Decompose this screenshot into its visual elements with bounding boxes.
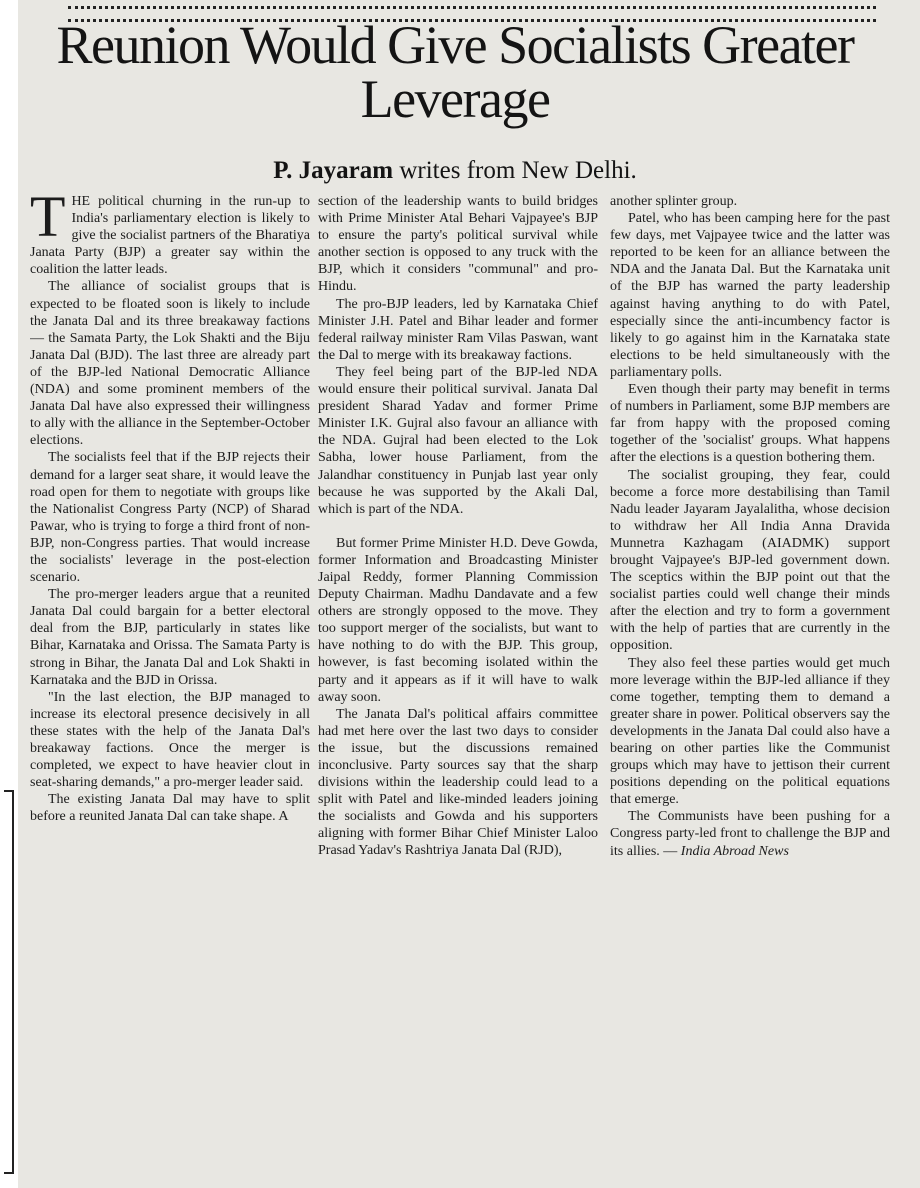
paragraph: They also feel these parties would get much more leverage within the BJP-led alliance if they come together, tempting them to demand a greater share in power. Political observers say the developments in the Janata Dal could also have a bearing on other parties like the Communist groups which may have to jettison their current positions depending on the political equations that emerge. [610,655,890,808]
paragraph: But former Prime Minister H.D. Deve Gowda, former Information and Broadcasting Minister Jaipal Reddy, former Planning Commission Deputy Chairman. Madhu Dandavate and a few others are strongly opposed to the move. They too support merger of the socialists, but want to have nothing to do with the BJP. This group, however, is fast becoming isolated within the party and it appears as if it will have to walk away soon. [318,535,598,705]
paragraph: another splinter group. [610,194,738,209]
headline: Reunion Would Give Socialists Greater Leverage [56,15,854,129]
article-credit: India Abroad News [680,843,789,859]
article-column-3 [610,193,890,1178]
paragraph: The alliance of socialist groups that is expected to be floated soon is likely to include the Janata Dal and its three breakaway factions — the Samata Party, the Lok Shakti and the Biju Janata Dal (BJD). The last three are already part of the BJP-led National Democratic Alliance (NDA) and some prominent members of the Janata Dal have also expressed their willingness to ally with the alliance in the September-October elections. [30,279,310,449]
article-column-1 [30,193,310,1178]
byline-location: writes from New Delhi. [399,157,637,184]
byline [40,156,870,186]
paragraph: The socialist grouping, they fear, could become a force more destabilising than Tamil Nadu leader Jayaram Jayalalitha, whose decision to withdraw her All India Anna Dravida Munnetra Kazhagam (AIADMK) support brought Vajpayee's BJP-led government down. The sceptics within the BJP point out that the socialist parties could well change their minds after the election and try to form a government with the help of parties that are currently in the opposition. [610,467,890,654]
paragraph [610,808,890,859]
paragraph: The Janata Dal's political affairs committee had met here over the last two days to consider the issue, but the discussions remained inconclusive. Party sources say that the sharp divisions within the leadership could lead to a split with Patel and like-minded leaders joining the socialists and Gowda and his supporters aligning with former Bihar Chief Minister Laloo Prasad Yadav's Rashtriya Janata Dal (RJD), [318,706,598,859]
paragraph: "In the last election, the BJP managed to increase its electoral presence decisively in all these states with the help of the Janata Dal's breakaway factions. Once the merger is completed, we expect to have heavier clout in seat-sharing demands," a pro-merger leader said. [30,689,310,791]
paragraph-text: The Communists have been pushing for a Congress party-led front to challenge the BJP and its allies. [610,809,890,859]
paragraph: section of the leadership wants to build bridges with Prime Minister Atal Behari Vajpayee's BJP to ensure the party's political survival while another section is opposed to any truck with the BJP, which it considers "communal" and pro-Hindu. [318,194,598,295]
paragraph: The pro-BJP leaders, led by Karnataka Chief Minister J.H. Patel and Bihar leader and former federal railway minister Ram Vilas Paswan, want the Dal to merge with its breakaway factions. [318,296,598,363]
paragraph: Patel, who has been camping here for the past few days, met Vajpayee twice and the latter was reported to be keen for an alliance between the NDA and the Janata Dal. But the Karnataka unit of the BJP has warned the party leadership against having anything to do with Patel, especially since the anti-incumbency factor is likely to go against him in the Karnataka state elections to be held simultaneously with the parliamentary polls. [610,211,890,380]
drop-cap: T [30,193,66,249]
paragraph: Even though their party may benefit in terms of numbers in Parliament, some BJP members are far from happy with the proposed coming together of the 'socialist' groups. What happens after the elections is a question bothering them. [610,382,890,466]
paragraph: The existing Janata Dal may have to split before a reunited Janata Dal can take shape. A [30,792,310,825]
margin-bracket [4,790,14,1174]
article-column-2 [318,193,598,1178]
paragraph: The pro-merger leaders argue that a reunited Janata Dal could bargain for a better electoral deal from the BJP, particularly in states like Bihar, Karnataka and Orissa. The Samata Party is strong in Bihar, the Janata Dal and Lok Shakti in Karnataka and the BJD in Orissa. [30,587,310,688]
byline-author: P. Jayaram [273,157,394,184]
paragraph [30,193,310,278]
paragraph: The socialists feel that if the BJP rejects their demand for a larger seat share, it would leave the road open for them to negotiate with groups like the Nationalist Congress Party (NCP) of Sharad Pawar, who is trying to forge a third front of non-BJP, non-Congress parties. That would increase the socialists' leverage in the post-election scenario. [30,450,310,586]
credit-separator: — [663,843,678,859]
paragraph: They feel being part of the BJP-led NDA would ensure their political survival. Janata Dal president Sharad Yadav and former Prime Minister I.K. Gujral also favour an alliance with the NDA. Gujral had been elected to the Lok Sabha, lower house Parliament, from the Jalandhar constituency in Punjab last year only because he was supported by the Akali Dal, which is part of the NDA. [318,364,598,517]
paragraph-text: HE political churning in the run-up to India's parliamentary election is likely to give the socialist partners of the Bharatiya Janata Party (BJP) a greater say within the coalition the latter leads. [30,194,310,278]
